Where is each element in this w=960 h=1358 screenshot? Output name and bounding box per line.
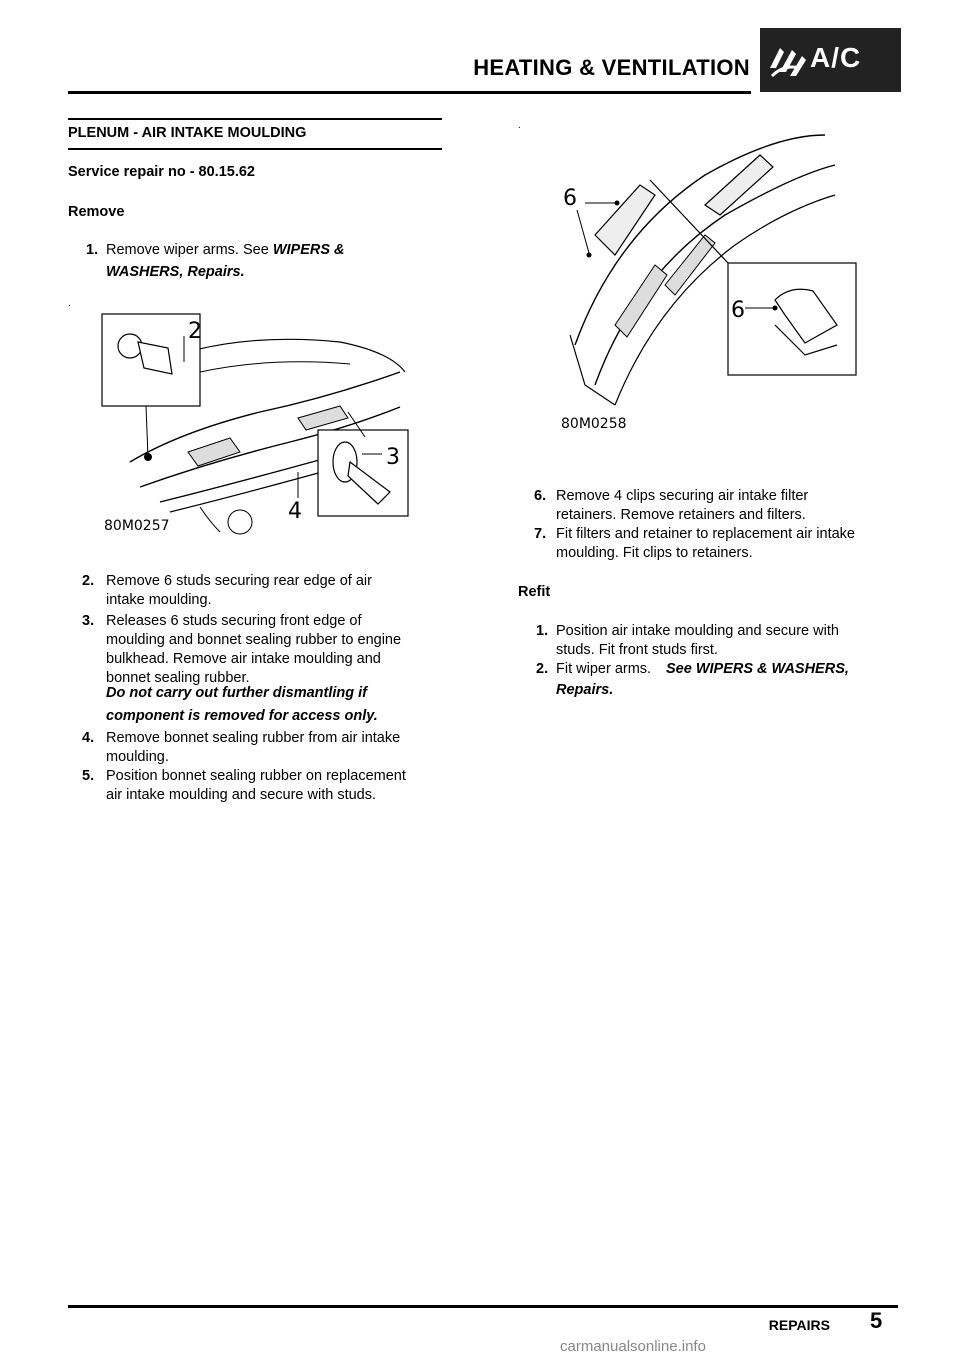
refit-heading: Refit <box>518 584 551 600</box>
step-number: 2. <box>82 573 95 589</box>
step-number: 4. <box>82 730 95 746</box>
step-text <box>106 612 441 686</box>
airflow-icon <box>766 38 810 82</box>
step-line: bonnet sealing rubber. <box>106 670 250 686</box>
callout-6-inset: 6 <box>731 298 745 323</box>
page-number: 5 <box>870 1308 883 1333</box>
wipers-washers-ref-link-refit[interactable]: See WIPERS & WASHERS, <box>666 661 849 677</box>
figure-80m0258 <box>555 115 865 440</box>
remove-step-5 <box>68 767 408 807</box>
remove-heading: Remove <box>68 204 125 220</box>
step-line: Fit wiper arms. <box>556 661 652 677</box>
badge-label: A/C <box>810 42 862 73</box>
footer-rule <box>68 1305 898 1308</box>
step-number: 2. <box>536 661 549 677</box>
vent-grille-left <box>188 438 240 466</box>
section-top-rule <box>68 118 442 120</box>
remove-step-6 <box>518 487 858 527</box>
step-line: intake moulding. <box>106 592 212 608</box>
step-number: 7. <box>534 526 547 542</box>
step-number: 5. <box>82 768 95 784</box>
leader-dot <box>587 253 592 258</box>
step-line: moulding. Fit clips to retainers. <box>556 545 753 561</box>
callout-3: 3 <box>386 445 400 470</box>
leader-dot <box>773 306 778 311</box>
vent-opening <box>615 265 667 337</box>
wipers-washers-ref-link[interactable]: WIPERS & <box>272 242 345 258</box>
step-line: bulkhead. Remove air intake moulding and <box>106 651 381 667</box>
step-number: 3. <box>82 613 95 629</box>
step-line: air intake moulding and secure with studs. <box>106 787 377 803</box>
step-text <box>106 572 441 610</box>
caution-note-line-2: component is removed for access only. <box>106 708 378 724</box>
windscreen-line <box>200 362 350 372</box>
remove-step-2 <box>68 572 408 612</box>
plenum-end <box>570 335 615 405</box>
callout-6: 6 <box>563 186 577 211</box>
step-text: Remove wiper arms. See WIPERS & <box>106 242 345 258</box>
section-bottom-rule <box>68 148 442 150</box>
remove-step-4 <box>68 729 408 769</box>
step-number: 6. <box>534 488 547 504</box>
filter-retainer-left <box>595 185 655 255</box>
service-repair-no: Service repair no - 80.15.62 <box>68 164 255 180</box>
stray-dot-right: . <box>518 120 521 131</box>
step-line: studs. Fit front studs first. <box>556 642 718 658</box>
repairs-ref-link-refit[interactable]: Repairs. <box>556 682 614 698</box>
inset-leader-line <box>146 406 148 457</box>
page-header-title: HEATING & VENTILATION <box>473 55 750 80</box>
remove-step-3 <box>68 612 408 690</box>
reservoir-cap <box>228 510 252 534</box>
wipers-washers-ref-link-2[interactable]: WASHERS, Repairs. <box>106 264 245 280</box>
figure-code: 80M0257 <box>104 518 170 534</box>
remove-step-7 <box>518 525 858 565</box>
seal-lower-edge <box>170 467 340 512</box>
step-number: 1. <box>86 242 99 258</box>
step-number: 1. <box>536 623 549 639</box>
callout-2: 2 <box>188 319 202 344</box>
vent-grille-right <box>298 406 348 430</box>
filter-retainer-right <box>705 155 773 215</box>
step-line: Fit filters and retainer to replacement air intake <box>556 526 855 542</box>
ac-badge <box>760 28 901 92</box>
step-line: Remove 4 clips securing air intake filter <box>556 488 809 504</box>
step-line: Remove bonnet sealing rubber from air intake <box>106 730 401 746</box>
stray-dot: . <box>68 298 71 309</box>
step-line: Position bonnet sealing rubber on replacement <box>106 768 406 784</box>
figure-80m0257 <box>100 312 412 537</box>
figure-code: 80M0258 <box>561 416 627 432</box>
step-text <box>106 767 441 805</box>
callout-4: 4 <box>288 499 302 524</box>
section-title: PLENUM - AIR INTAKE MOULDING <box>68 125 307 141</box>
caution-note-line-1: Do not carry out further dismantling if <box>106 685 368 701</box>
leader-dot <box>615 201 620 206</box>
step-line: Position air intake moulding and secure with <box>556 623 839 639</box>
footer-section-label: REPAIRS <box>768 1317 830 1333</box>
step-text <box>106 729 441 767</box>
step-text <box>556 525 891 563</box>
watermark: carmanualsonline.info <box>560 1338 706 1355</box>
hose-line <box>200 507 220 532</box>
step-line: retainers. Remove retainers and filters. <box>556 507 806 523</box>
step-line: Remove 6 studs securing rear edge of air <box>106 573 372 589</box>
step-line: moulding. <box>106 749 169 765</box>
callout-6-leader-2 <box>577 210 589 253</box>
step-text <box>556 622 891 658</box>
refit-step-1 <box>518 622 858 662</box>
step-text <box>556 487 891 525</box>
step-line: Releases 6 studs securing front edge of <box>106 613 362 629</box>
step-line: moulding and bonnet sealing rubber to engine <box>106 632 402 648</box>
header-rule <box>68 91 751 94</box>
